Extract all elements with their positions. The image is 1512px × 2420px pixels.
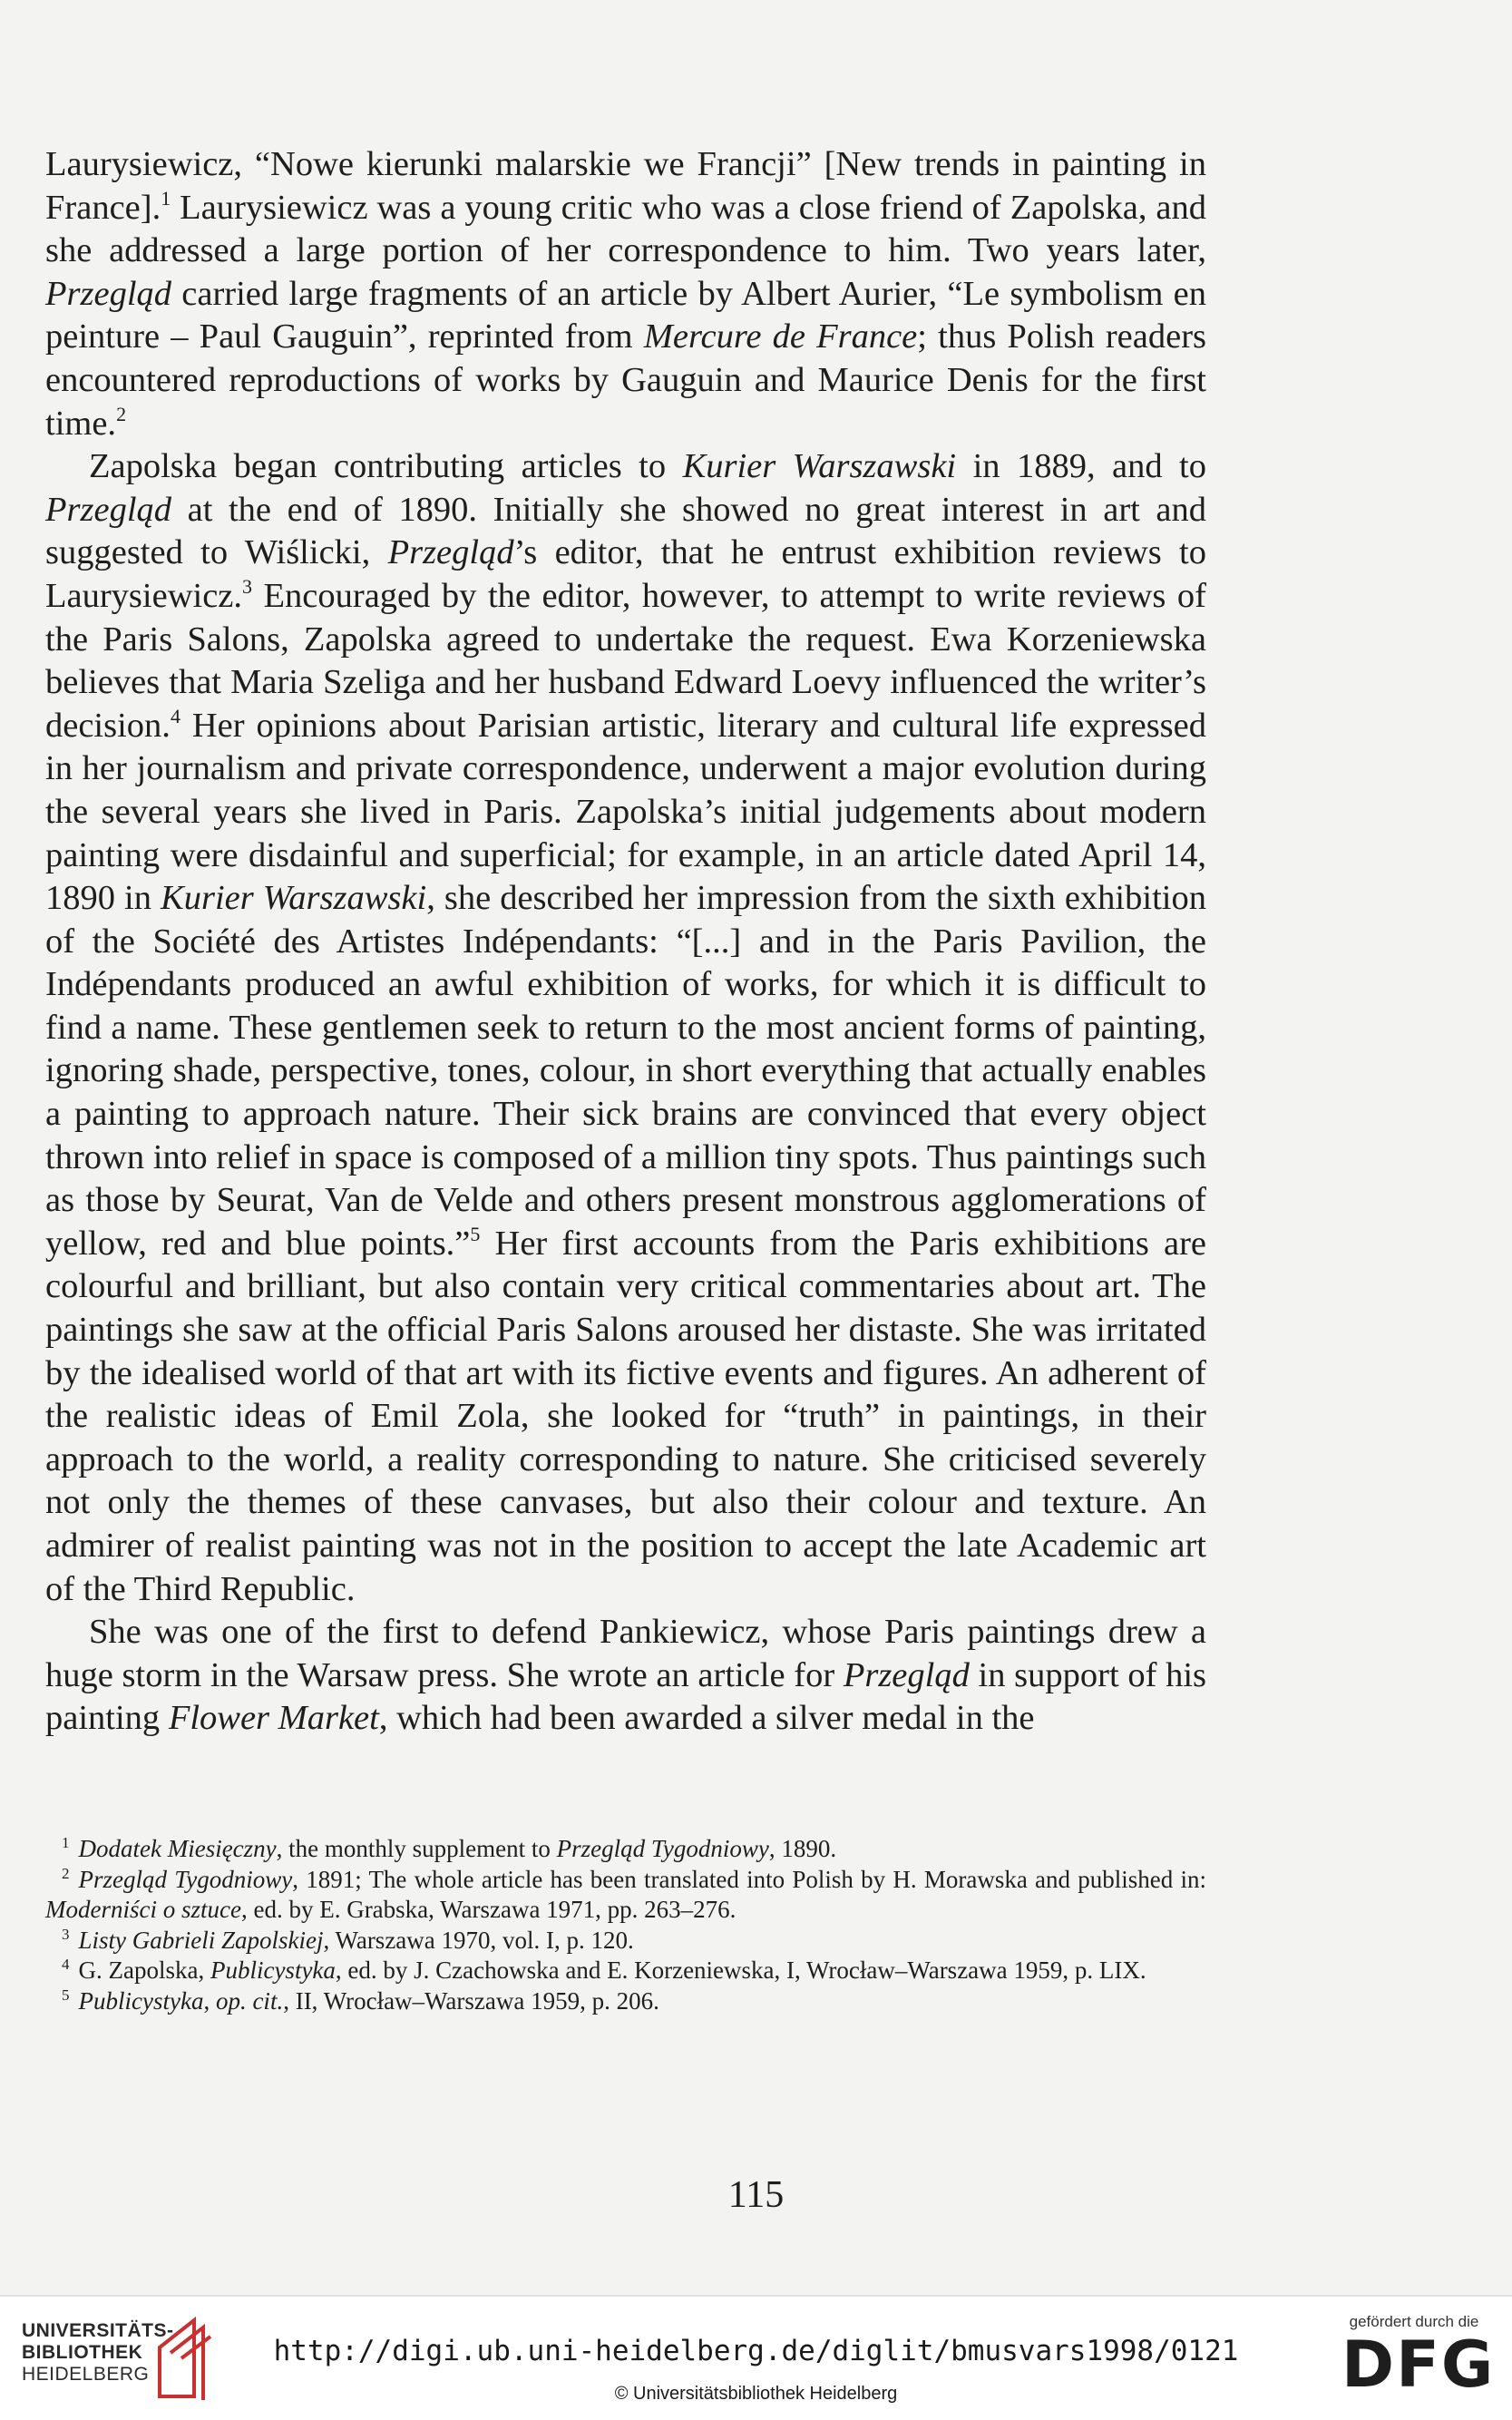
italic-text: op. cit. [215,1986,284,2015]
italic-text: Przegląd [843,1655,970,1694]
text-run: Her first accounts from the Paris exhibitions are colourful and brilliant, but also contain very critical commentaries about art. The paintings she saw at the official Paris Salons aroused her distaste. She was irritated by the idealised world of that art with its fictive events and figures. An adherent of the realistic ideas of Emil Zola, she looked for “truth” in paintings, in their approach to the world, a reality corresponding to nature. She criticised severely not only the themes of these canvases, but also their colour and texture. An admirer of realist painting was not in the position to accept the late Academic art of the Third Republic. [45,1224,1206,1608]
text-run: , she described her impression from the sixth exhibition of the Société des Artistes Indépendants: “[...] and in the Paris Pavilion, the Indépendants produced an awful exhibition of works, for which it is difficult to find a name. These gentlemen seek to return to the most ancient forms of painting, ignoring shade, perspective, tones, colour, in short everything that actually enables a painting to approach nature. Their sick brains are convinced that every object thrown into relief in space is composed of a million tiny spots. Thus paintings such as those by Seurat, Van de Velde and others present monstrous agglomerations of yellow, red and blue points.” [45,879,1206,1263]
paragraph [45,1611,1206,1741]
footnote-reference: 5 [470,1222,481,1245]
text-run: She was one of the first to defend Pankiewicz, whose Paris paintings drew a huge storm in the Warsaw press. She wrote an article for [45,1613,1206,1694]
italic-text: Dodatek Miesięczny [78,1835,277,1862]
footnote [45,1986,1206,2017]
text-run: , ed. by J. Czachowska and E. Korzeniewska, I, Wrocław–Warszawa 1959, p. LIX. [335,1956,1146,1984]
text-run: Zapolska began contributing articles to [89,447,683,486]
footnote-reference: 3 [242,574,252,598]
text-run: in 1889, and to [956,447,1206,486]
text-run: , II, Wrocław–Warszawa 1959, p. 206. [283,1986,659,2015]
text-run: , 1891; The whole article has been translated into Polish by H. Morawska and published in: [292,1865,1206,1893]
paragraph [45,445,1206,1611]
footnote-number: 5 [62,1986,70,2004]
text-run: Laurysiewicz, “Nowe kierunki malarskie we Francji” [New trends in painting in France]. [45,145,1206,227]
text-run: ’s editor, that he entrust exhibition reviews to Laurysiewicz. [45,533,1206,615]
footnote [45,1956,1206,1986]
text-run: at the end of 1890. Initially she showed no great interest in art and suggested to Wiślicki, [45,490,1206,572]
permalink-url[interactable]: http://digi.ub.uni-heidelberg.de/diglit/bmusvars1998/0121 [273,2335,1239,2367]
italic-text: Kurier Warszawski [682,447,957,486]
italic-text: Przegląd Tygodniowy [556,1835,769,1862]
italic-text: Flower Market [168,1699,379,1738]
footnote [45,1834,1206,1865]
text-run: , the monthly supplement to [276,1835,557,1862]
footnotes [45,1834,1206,2016]
italic-text: Publicystyka [210,1956,336,1984]
library-name-line3: HEIDELBERG [22,2364,150,2385]
italic-text: Przegląd [387,533,514,572]
footnote-number: 1 [62,1834,70,1851]
paragraph [45,143,1206,445]
italic-text: Moderniści o sztuce [45,1896,241,1923]
text-run: Encouraged by the editor, however, to attempt to write reviews of the Paris Salons, Zapolska agreed to undertake the request. Ewa Korzeniewska believes that Maria Szeliga and her husband Edward Loevy influenced the writer’s decision. [45,576,1206,745]
body-text [45,143,1206,1741]
footer-bar [0,2295,1512,2420]
funded-by-label: gefördert durch die [1349,2313,1479,2330]
italic-text: Publicystyka [78,1986,204,2015]
text-run: carried large fragments of an article by Albert Aurier, “Le symbolism en peinture – Paul Gauguin”, reprinted from [45,274,1206,356]
italic-text: Przegląd Tygodniowy [78,1865,293,1893]
copyright-notice: © Universitätsbibliothek Heidelberg [614,2384,898,2404]
footnote-reference: 4 [170,704,180,727]
footnote-number: 2 [62,1864,70,1882]
text-run: , ed. by E. Grabska, Warszawa 1971, pp. 263–276. [240,1896,736,1923]
page-number: 115 [727,2174,785,2216]
dfg-wordmark: DFG [1341,2327,1496,2402]
footnote-number: 4 [62,1956,70,1973]
italic-text: Kurier Warszawski [161,879,427,918]
italic-text: Przegląd [45,274,172,313]
footnote [45,1926,1206,1956]
text-run: Her opinions about Parisian artistic, literary and cultural life expressed in her journalism and private correspondence, underwent a major evolution during the several years she lived in Paris. Zapolska’s initial judgements about modern painting were disdainful and superficial; for example, in an article dated April 14, 1890 in [45,706,1206,918]
library-name-line1: UNIVERSITÄTS- [22,2320,174,2341]
dfg-logo[interactable] [1341,2313,1496,2402]
footnote-number: 3 [62,1925,70,1943]
text-run: , which had been awarded a silver medal in the [378,1699,1035,1738]
italic-text: Listy Gabrieli Zapolskiej [78,1926,324,1954]
italic-text: Mercure de France [643,317,918,356]
text-run: ; thus Polish readers encountered reproductions of works by Gauguin and Maurice Denis for the first time. [45,317,1207,443]
italic-text: Przegląd [45,490,172,529]
text-run: Laurysiewicz was a young critic who was a close friend of Zapolska, and she addressed a large portion of her correspondence to him. Two years later, [45,188,1206,270]
library-name-line2: BIBLIOTHEK [22,2342,143,2363]
footnote-reference: 1 [161,186,171,210]
text-run: G. Zapolska, [78,1956,210,1984]
text-run: , Warszawa 1970, vol. I, p. 120. [323,1926,634,1954]
text-run: , [203,1986,216,2015]
text-run: , 1890. [768,1835,837,1862]
text-run: in support of his painting [45,1655,1206,1738]
footnote-reference: 2 [116,402,127,425]
footnote [45,1865,1206,1926]
